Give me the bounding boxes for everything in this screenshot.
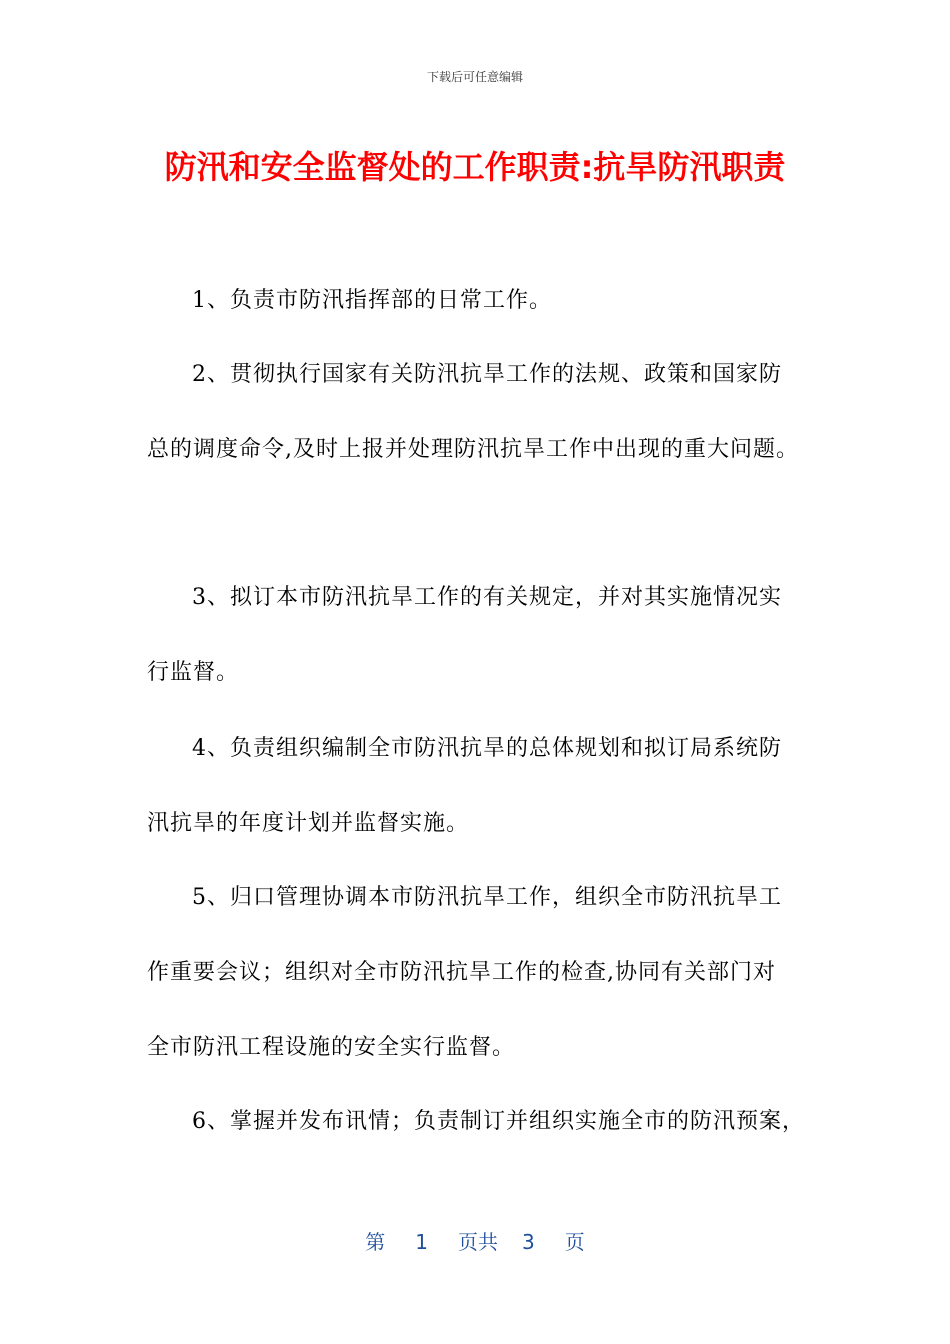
- paragraph-2-line-1: 2、贯彻执行国家有关防汛抗旱工作的法规、政策和国家防: [192, 362, 782, 387]
- footer-total-label: 页共: [458, 1230, 498, 1254]
- footer-page-label: 第: [365, 1230, 386, 1254]
- paragraph-4-line-2: 汛抗旱的年度计划并监督实施。: [147, 811, 470, 836]
- footer-page-suffix: 页: [564, 1230, 585, 1254]
- paragraph-3-line-2: 行监督。: [147, 660, 240, 685]
- paragraph-1-line-1: 1、负责市防汛指挥部的日常工作。: [192, 288, 552, 313]
- footer-page-number: 1: [415, 1230, 428, 1254]
- paragraph-2-line-2: 总的调度命令,及时上报并处理防汛抗旱工作中出现的重大问题。: [147, 437, 799, 462]
- paragraph-5-line-1: 5、归口管理协调本市防汛抗旱工作，组织全市防汛抗旱工: [192, 885, 782, 910]
- paragraph-3-line-1: 3、拟订本市防汛抗旱工作的有关规定，并对其实施情况实: [192, 585, 782, 610]
- header-note: 下载后可任意编辑: [426, 70, 523, 84]
- paragraph-5-line-3: 全市防汛工程设施的安全实行监督。: [147, 1035, 516, 1060]
- paragraph-6-line-1: 6、掌握并发布讯情；负责制订并组织实施全市的防汛预案，: [192, 1109, 805, 1134]
- paragraph-4-line-1: 4、负责组织编制全市防汛抗旱的总体规划和拟订局系统防: [192, 736, 782, 761]
- footer-total-pages: 3: [522, 1230, 535, 1254]
- document-title: 防汛和安全监督处的工作职责:抗旱防汛职责: [164, 148, 786, 186]
- paragraph-5-line-2: 作重要会议；组织对全市防汛抗旱工作的检查,协同有关部门对: [147, 960, 776, 985]
- page-footer: [0, 1226, 950, 1255]
